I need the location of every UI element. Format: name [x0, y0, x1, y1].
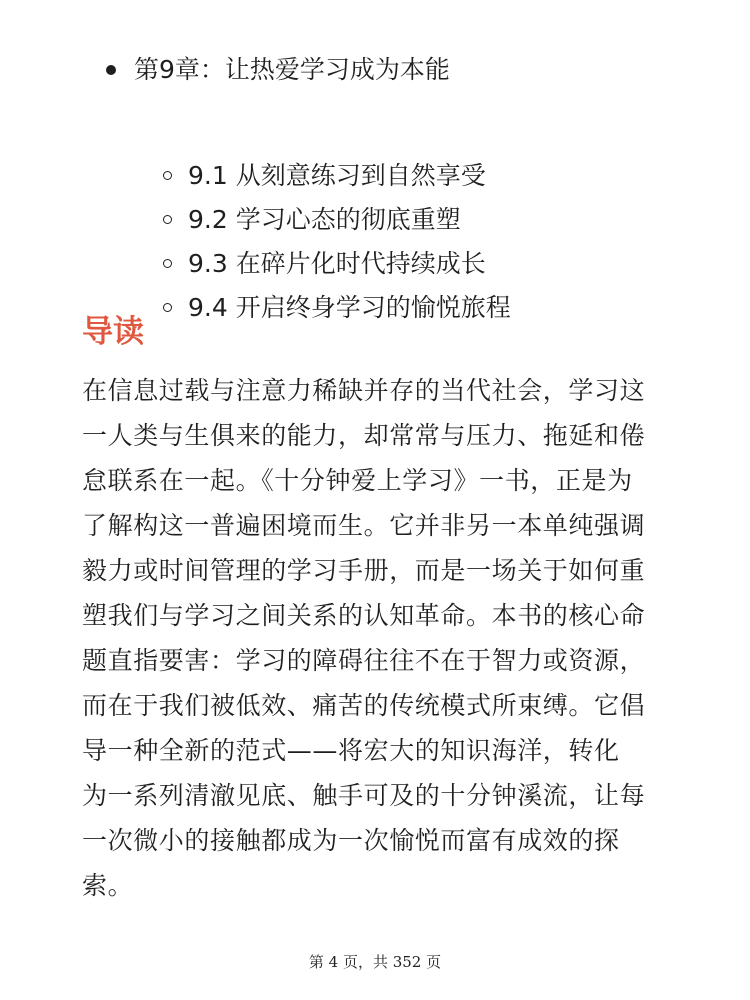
- toc-section-label: 9.3 在碎片化时代持续成长: [188, 249, 486, 278]
- bullet-disc-icon: [106, 65, 116, 75]
- toc-section-label: 9.2 学习心态的彻底重塑: [188, 205, 461, 234]
- paragraph-line: 而在于我们被低效、痛苦的传统模式所束缚。它倡: [82, 691, 646, 720]
- paragraph-line: 了解构这一普遍困境而生。它并非另一本单纯强调: [82, 511, 646, 540]
- paragraph-line: 为一系列清澈见底、触手可及的十分钟溪流，让每: [82, 781, 646, 810]
- toc-section-list: [0, 154, 750, 330]
- toc-section-label: 9.1 从刻意练习到自然享受: [188, 161, 486, 190]
- section-heading: 导读: [82, 314, 144, 350]
- toc-chapter-item[interactable]: [110, 48, 750, 92]
- paragraph-line: 索。: [82, 871, 134, 900]
- bullet-circle-icon: [163, 215, 172, 224]
- paragraph-line: 一次微小的接触都成为一次愉悦而富有成效的探: [82, 826, 620, 855]
- paragraph-line: 毅力或时间管理的学习手册，而是一场关于如何重: [82, 556, 646, 585]
- page-number-footer: 第 4 页，共 352 页: [308, 953, 442, 971]
- paragraph-line: 塑我们与学习之间关系的认知革命。本书的核心命: [82, 601, 646, 630]
- toc-section-item[interactable]: [0, 154, 750, 198]
- table-of-contents: [0, 48, 750, 322]
- toc-section-label: 9.4 开启终身学习的愉悦旅程: [188, 293, 511, 322]
- bullet-circle-icon: [163, 171, 172, 180]
- paragraph-line: 一人类与生俱来的能力，却常常与压力、拖延和倦: [82, 421, 646, 450]
- toc-section-item[interactable]: [0, 242, 750, 286]
- paragraph-line: 怠联系在一起。《十分钟爱上学习》一书，正是为: [82, 466, 633, 495]
- bullet-circle-icon: [163, 303, 172, 312]
- toc-chapter-label: 第9章：让热爱学习成为本能: [134, 55, 450, 84]
- bullet-circle-icon: [163, 259, 172, 268]
- body-paragraph: [82, 368, 694, 908]
- toc-section-item[interactable]: [0, 198, 750, 242]
- paragraph-line: 在信息过载与注意力稀缺并存的当代社会，学习这: [82, 376, 646, 405]
- paragraph-line: 导一种全新的范式——将宏大的知识海洋，转化: [82, 736, 620, 765]
- paragraph-line: 题直指要害：学习的障碍往往不在于智力或资源，: [82, 646, 646, 675]
